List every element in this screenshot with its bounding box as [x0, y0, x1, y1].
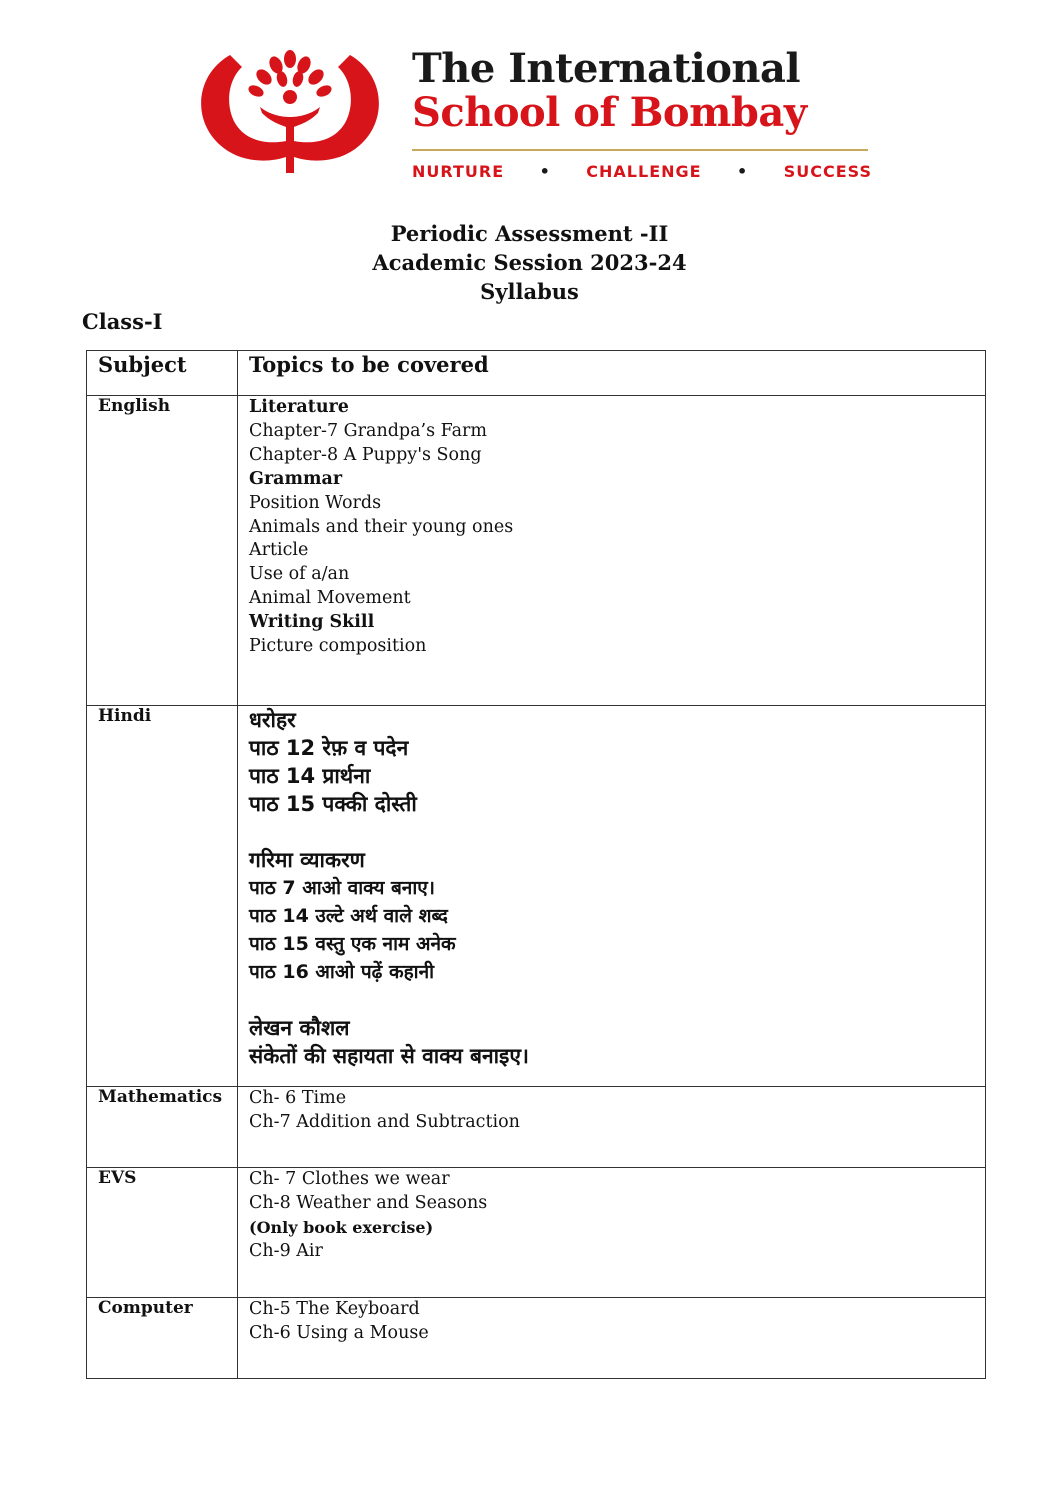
subject-cell: Mathematics: [87, 1087, 238, 1168]
section-heading: Grammar: [249, 468, 343, 489]
section-heading: गरिमा व्याकरण: [249, 848, 365, 872]
topic-line: Use of a/an: [249, 564, 350, 585]
topic-line: Chapter-7 Grandpa’s Farm: [249, 420, 488, 441]
topic-line: पाठ 15 वस्तु एक नाम अनेक: [249, 933, 456, 955]
table-row: [87, 396, 986, 706]
topic-line: पाठ 14 प्रार्थना: [249, 764, 371, 788]
syllabus-table: [86, 350, 986, 1379]
table-row: [87, 1298, 986, 1379]
topic-line: पाठ 16 आओ पढ़ें कहानी: [249, 961, 435, 983]
topics-cell: [238, 1298, 986, 1379]
subject-cell: EVS: [87, 1168, 238, 1298]
school-logo: [190, 45, 880, 195]
syllabus-title: Syllabus: [480, 279, 579, 304]
topic-line: संकेतों की सहायता से वाक्य बनाइए।: [249, 1044, 529, 1068]
section-heading: Literature: [249, 397, 349, 417]
subject-cell: English: [87, 396, 238, 706]
topic-line: Ch-9 Air: [249, 1240, 323, 1261]
bullet-icon: •: [539, 162, 551, 181]
assessment-title: Periodic Assessment -II: [390, 221, 669, 246]
topic-line: Ch-5 The Keyboard: [249, 1299, 420, 1319]
topic-line: Article: [249, 540, 309, 561]
topics-cell: [238, 1168, 986, 1298]
topic-line: पाठ 14 उल्टे अर्थ वाले शब्द: [249, 905, 448, 927]
topic-line: Picture composition: [249, 636, 427, 657]
lotus-hands-emblem-icon: [190, 45, 390, 180]
session-title: Academic Session 2023-24: [372, 250, 687, 275]
topic-note: (Only book exercise): [249, 1217, 434, 1237]
table-row: [87, 1168, 986, 1298]
tagline-word: CHALLENGE: [586, 162, 702, 181]
topic-line: Ch-7 Addition and Subtraction: [249, 1111, 520, 1132]
subject-column-header: [87, 351, 238, 396]
topics-cell: [238, 396, 986, 706]
class-label: Class-I: [82, 309, 163, 334]
bullet-icon: •: [737, 162, 749, 181]
section-heading: धरोहर: [249, 708, 296, 732]
topic-line: Animals and their young ones: [249, 516, 514, 537]
topic-line: पाठ 12 रेफ़ व पदेन: [249, 736, 409, 760]
table-header-row: [87, 351, 986, 396]
topic-line: Ch- 6 Time: [249, 1088, 347, 1108]
topic-line: Ch-8 Weather and Seasons: [249, 1192, 488, 1213]
header-label: Topics to be covered: [249, 352, 489, 377]
table-row: [87, 706, 986, 1087]
tagline-divider: [412, 149, 868, 151]
school-name-line2: School of Bombay: [412, 89, 807, 136]
topic-line: Animal Movement: [249, 588, 411, 609]
subject-cell: Hindi: [87, 706, 238, 1087]
school-name: [412, 45, 807, 136]
tagline: [412, 162, 872, 181]
topic-line: Position Words: [249, 492, 382, 513]
topic-line: Chapter-8 A Puppy's Song: [249, 444, 482, 465]
spacer: [249, 818, 985, 846]
topics-column-header: [238, 351, 986, 396]
topic-line: पाठ 7 आओ वाक्य बनाए।: [249, 877, 435, 899]
subject-cell: Computer: [87, 1298, 238, 1379]
topic-line: Ch- 7 Clothes we wear: [249, 1169, 450, 1189]
school-name-line1: The International: [412, 45, 801, 92]
topics-cell: [238, 1087, 986, 1168]
topic-line: पाठ 15 पक्की दोस्ती: [249, 792, 417, 816]
section-heading: Writing Skill: [249, 612, 375, 633]
table-row: [87, 1087, 986, 1168]
tagline-word: NURTURE: [412, 162, 505, 181]
section-heading: लेखन कौशल: [249, 1016, 350, 1040]
header-label: Subject: [98, 352, 187, 377]
topic-line: Ch-6 Using a Mouse: [249, 1322, 429, 1343]
spacer: [249, 986, 985, 1014]
tagline-word: SUCCESS: [783, 162, 872, 181]
topics-cell: [238, 706, 986, 1087]
